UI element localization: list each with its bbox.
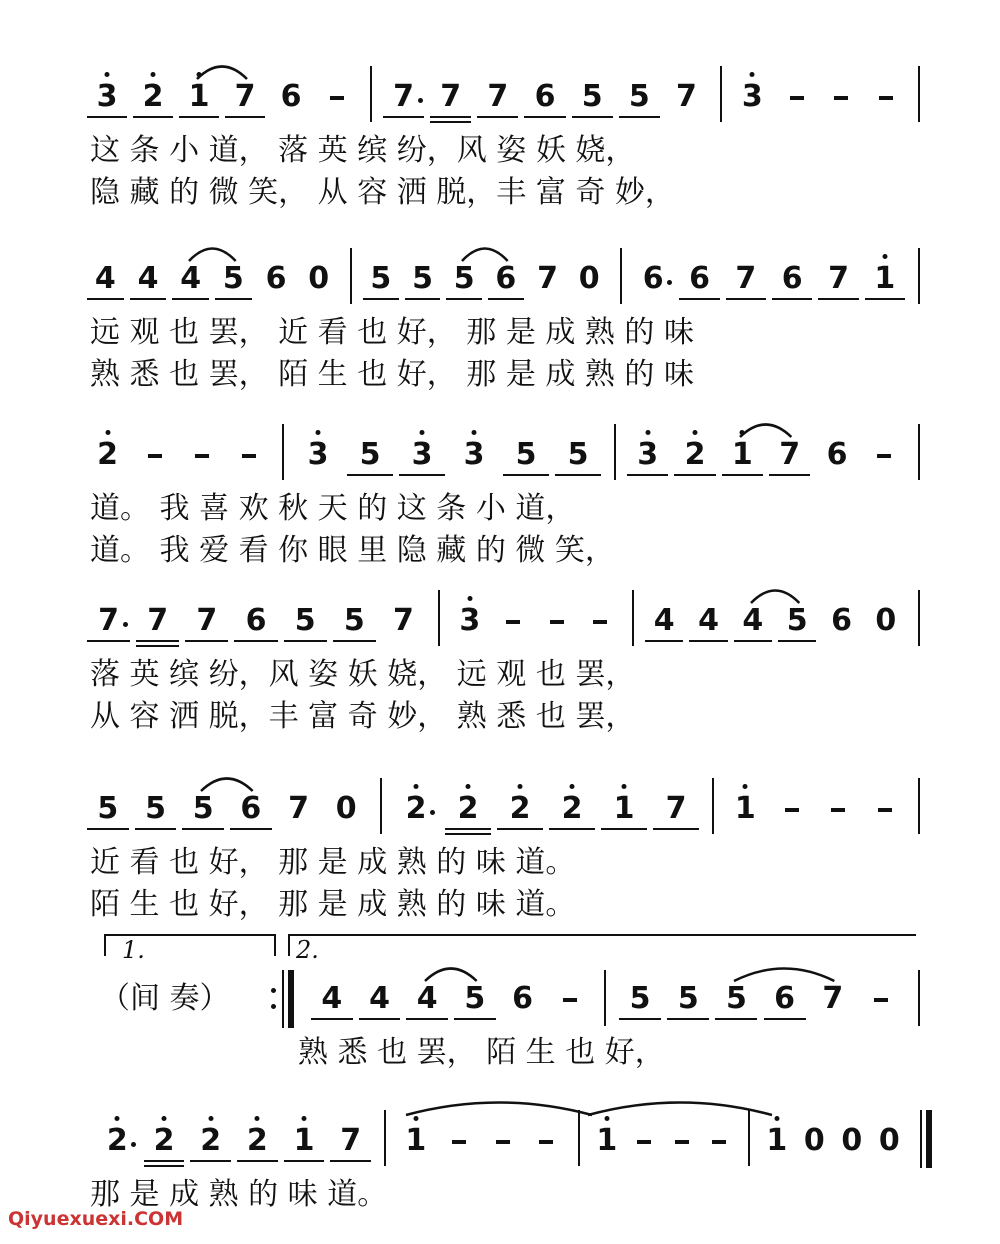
note-digit: 0 — [878, 1123, 900, 1158]
note-digit: 5 — [581, 79, 603, 114]
underline-beam — [144, 1160, 185, 1162]
underline-beam — [237, 1160, 278, 1162]
barline — [282, 424, 284, 480]
octave-dot — [645, 430, 650, 435]
barline — [578, 1110, 580, 1166]
underline-beam — [363, 298, 399, 300]
dash-mark — [593, 620, 607, 624]
octave-dot — [115, 1116, 120, 1121]
note-digit: 1 — [613, 791, 635, 826]
augment-dot — [667, 280, 672, 285]
dash-mark — [195, 454, 209, 458]
dash-mark — [496, 1140, 510, 1144]
note-digit: 5 — [412, 261, 433, 296]
augment-dot — [123, 622, 128, 627]
note-digit: 2 — [200, 1123, 222, 1158]
underline-beam — [769, 474, 810, 476]
interlude-label: （间 奏） — [100, 981, 230, 1016]
note-digit: 7 — [392, 603, 414, 638]
note-digit: 1 — [188, 79, 210, 114]
note-digit: 4 — [94, 261, 116, 296]
note-digit: 7 — [234, 79, 256, 114]
underline-beam — [311, 1018, 353, 1020]
final-barline-thick — [926, 1110, 932, 1168]
dash-mark — [877, 454, 891, 458]
barline — [918, 248, 920, 304]
dash-mark — [879, 96, 893, 100]
note-digit: 3 — [459, 603, 481, 638]
dash-mark — [242, 454, 256, 458]
note-digit: 6 — [826, 437, 848, 472]
volta-bracket — [274, 934, 276, 956]
note-digit: 1 — [293, 1123, 315, 1158]
note-digit: 3 — [463, 437, 485, 472]
slur-mark — [194, 60, 250, 82]
note-digit: 7 — [440, 79, 462, 114]
dash-mark — [834, 96, 848, 100]
note-digit: 6 — [534, 79, 556, 114]
note-digit: 0 — [335, 791, 357, 826]
note-digit: 0 — [875, 603, 897, 638]
underline-beam — [549, 828, 595, 830]
note-digit: 2 — [142, 79, 164, 114]
barline — [282, 970, 284, 1028]
note-digit: 3 — [741, 79, 763, 114]
note-digit: 2 — [106, 1123, 128, 1158]
final-barline-thin — [920, 1110, 922, 1168]
note-digit: 6 — [240, 791, 262, 826]
underline-beam — [230, 828, 272, 830]
underline-beam — [347, 474, 393, 476]
underline-beam — [284, 640, 327, 642]
underline-beam — [87, 828, 129, 830]
dash-mark — [637, 1140, 651, 1144]
note-digit: 6 — [495, 261, 517, 296]
note-digit: 4 — [321, 981, 343, 1016]
octave-dot — [570, 784, 575, 789]
note-digit: 1 — [766, 1123, 788, 1158]
octave-dot — [420, 430, 425, 435]
note-digit: 6 — [831, 603, 852, 638]
note-digit: 2 — [561, 791, 583, 826]
volta-bracket — [288, 934, 916, 936]
octave-dot — [518, 784, 523, 789]
barline — [748, 1110, 750, 1166]
slur-mark — [186, 242, 239, 264]
underline-beam — [503, 474, 549, 476]
underline-beam — [734, 640, 772, 642]
underline-beam — [87, 116, 127, 118]
underline-beam — [136, 640, 179, 642]
underline-beam — [130, 298, 167, 300]
note-digit: 5 — [464, 981, 486, 1016]
underline-beam — [430, 116, 471, 118]
dash-mark — [563, 998, 577, 1002]
note-digit: 0 — [308, 261, 330, 296]
octave-dot — [467, 596, 472, 601]
augment-dot — [418, 98, 423, 103]
note-digit: 5 — [145, 791, 166, 826]
augment-dot — [430, 810, 435, 815]
octave-dot — [882, 254, 887, 259]
note-digit: 5 — [294, 603, 316, 638]
underline-beam — [772, 298, 812, 300]
note-digit: 7 — [779, 437, 801, 472]
note-digit: 7 — [98, 603, 119, 638]
underline-beam — [653, 828, 699, 830]
note-digit: 5 — [628, 79, 650, 114]
dash-mark — [785, 808, 799, 812]
barline — [918, 590, 920, 646]
repeat-dot — [271, 1004, 276, 1009]
note-digit: 5 — [453, 261, 475, 296]
barline — [918, 66, 920, 122]
barline — [350, 248, 352, 304]
note-digit: 7 — [675, 79, 697, 114]
dash-mark — [878, 808, 892, 812]
note-digit: 6 — [280, 79, 302, 114]
note-digit: 4 — [698, 603, 719, 638]
note-digit: 6 — [781, 261, 803, 296]
slur-mark — [403, 1096, 595, 1118]
note-digit: 7 — [822, 981, 844, 1016]
note-digit: 7 — [537, 261, 558, 296]
note-digit: 2 — [457, 791, 479, 826]
note-digit: 0 — [803, 1123, 825, 1158]
underline-beam — [488, 298, 524, 300]
underline-beam — [454, 1018, 496, 1020]
barline — [720, 66, 722, 122]
barline — [918, 778, 920, 834]
octave-dot — [302, 1116, 307, 1121]
note-digit: 2 — [246, 1123, 268, 1158]
underline-beam — [172, 298, 209, 300]
octave-dot — [466, 784, 471, 789]
underline-beam — [446, 298, 482, 300]
underline-beam — [524, 116, 565, 118]
barline — [604, 970, 606, 1026]
dash-mark — [506, 620, 520, 624]
underline-beam — [87, 640, 130, 642]
note-digit: 2 — [405, 791, 427, 826]
note-digit: 2 — [97, 437, 118, 472]
note-digit: 5 — [192, 791, 214, 826]
note-digit: 1 — [405, 1123, 427, 1158]
dash-mark — [452, 1140, 466, 1144]
underline-beam — [555, 474, 601, 476]
lyric-line: 落 英 缤 纷，风 姿 妖 娆， 远 观 也 罢， — [90, 657, 636, 692]
underline-beam — [179, 116, 219, 118]
underline-beam — [619, 1018, 661, 1020]
underline-beam — [225, 116, 265, 118]
note-digit: 7 — [735, 261, 757, 296]
lyric-line: 隐 藏 的 微 笑， 从 容 洒 脱，丰 富 奇 妙， — [90, 175, 675, 210]
underline-beam — [667, 1018, 709, 1020]
note-digit: 1 — [596, 1123, 618, 1158]
underline-beam — [619, 116, 660, 118]
underline-beam — [764, 1018, 806, 1020]
note-digit: 5 — [725, 981, 747, 1016]
barline — [370, 66, 372, 122]
underline-beam — [135, 828, 177, 830]
note-digit: 5 — [343, 603, 365, 638]
underline-beam — [182, 828, 224, 830]
underline-beam — [133, 116, 173, 118]
underline-beam — [234, 640, 277, 642]
octave-dot — [774, 1116, 779, 1121]
underline-beam — [284, 1160, 325, 1162]
dash-mark — [550, 620, 564, 624]
octave-dot — [162, 1116, 167, 1121]
barline — [380, 778, 382, 834]
underline-beam — [572, 116, 613, 118]
underline-beam — [406, 1018, 448, 1020]
underline-beam — [477, 116, 518, 118]
note-digit: 6 — [512, 981, 533, 1016]
note-digit: 4 — [137, 261, 159, 296]
slur-mark — [422, 962, 480, 984]
barline — [438, 590, 440, 646]
barline — [918, 424, 920, 480]
note-digit: 6 — [774, 981, 796, 1016]
octave-dot — [208, 1116, 213, 1121]
note-digit: 7 — [147, 603, 169, 638]
note-digit: 6 — [642, 261, 664, 296]
note-digit: 4 — [742, 603, 764, 638]
underline-beam — [333, 640, 376, 642]
note-digit: 2 — [684, 437, 706, 472]
note-digit: 5 — [567, 437, 589, 472]
slur-mark — [198, 772, 256, 794]
slur-mark — [731, 962, 837, 984]
dash-mark — [874, 998, 888, 1002]
lyric-line: 远 观 也 罢， 近 看 也 好， 那 是 成 熟 的 味 — [90, 315, 694, 350]
octave-dot — [750, 72, 755, 77]
underline-beam — [185, 640, 228, 642]
slur-mark — [585, 1096, 775, 1118]
volta-2-label: 2. — [296, 936, 319, 964]
barline — [712, 778, 714, 834]
dash-mark — [675, 1140, 689, 1144]
underline-beam — [645, 640, 683, 642]
underline-beam — [715, 1018, 757, 1020]
underline-beam — [679, 298, 719, 300]
repeat-barline — [288, 970, 294, 1028]
volta-bracket — [288, 934, 290, 956]
underline-beam — [190, 1160, 231, 1162]
note-digit: 5 — [97, 791, 119, 826]
dash-mark — [330, 96, 344, 100]
note-digit: 6 — [245, 603, 267, 638]
note-digit: 0 — [841, 1123, 863, 1158]
note-digit: 5 — [370, 261, 392, 296]
lyric-line: 近 看 也 好， 那 是 成 熟 的 味 道。 — [90, 845, 576, 880]
underline-beam — [445, 833, 491, 835]
underline-beam — [674, 474, 715, 476]
note-digit: 5 — [359, 437, 381, 472]
dash-mark — [831, 808, 845, 812]
slur-mark — [737, 418, 794, 440]
lyric-line: 陌 生 也 好， 那 是 成 熟 的 味 道。 — [90, 887, 576, 922]
note-digit: 1 — [874, 261, 896, 296]
underline-beam — [383, 116, 424, 118]
lyric-line: 道。 我 喜 欢 秋 天 的 这 条 小 道， — [90, 491, 576, 526]
dash-mark — [790, 96, 804, 100]
lyric-line: 那 是 成 熟 的 味 道。 — [90, 1177, 388, 1212]
underline-beam — [136, 645, 179, 647]
octave-dot — [316, 430, 321, 435]
underline-beam — [399, 474, 445, 476]
octave-dot — [105, 430, 110, 435]
octave-dot — [255, 1116, 260, 1121]
underline-beam — [722, 474, 763, 476]
dash-mark — [539, 1140, 553, 1144]
note-digit: 3 — [411, 437, 433, 472]
barline — [614, 424, 616, 480]
note-digit: 7 — [196, 603, 218, 638]
note-digit: 5 — [629, 981, 651, 1016]
octave-dot — [743, 784, 748, 789]
note-digit: 5 — [677, 981, 699, 1016]
note-digit: 7 — [487, 79, 509, 114]
note-digit: 7 — [393, 79, 414, 114]
underline-beam — [627, 474, 668, 476]
underline-beam — [818, 298, 858, 300]
dash-mark — [148, 454, 162, 458]
lyric-line: 熟 悉 也 罢， 陌 生 也 好， 那 是 成 熟 的 味 — [90, 357, 694, 392]
octave-dot — [472, 430, 477, 435]
underline-beam — [215, 298, 252, 300]
octave-dot — [414, 784, 419, 789]
note-digit: 2 — [153, 1123, 175, 1158]
underline-beam — [497, 828, 543, 830]
octave-dot — [151, 72, 156, 77]
octave-dot — [622, 784, 627, 789]
dash-mark — [712, 1140, 726, 1144]
octave-dot — [693, 430, 698, 435]
underline-beam — [601, 828, 647, 830]
lyric-line: 从 容 洒 脱，丰 富 奇 妙， 熟 悉 也 罢， — [90, 699, 636, 734]
underline-beam — [330, 1160, 371, 1162]
underline-beam — [87, 298, 124, 300]
volta-bracket — [104, 934, 106, 956]
underline-beam — [778, 640, 816, 642]
underline-beam — [405, 298, 441, 300]
note-digit: 7 — [288, 791, 309, 826]
note-digit: 1 — [731, 437, 753, 472]
volta-1-label: 1. — [122, 936, 145, 964]
note-digit: 1 — [734, 791, 756, 826]
underline-beam — [359, 1018, 401, 1020]
note-digit: 4 — [416, 981, 438, 1016]
site-watermark: Qiyuexuexi.COM — [8, 1208, 184, 1230]
note-digit: 0 — [578, 261, 600, 296]
barline — [632, 590, 634, 646]
barline — [918, 970, 920, 1026]
note-digit: 3 — [637, 437, 659, 472]
note-digit: 4 — [180, 261, 202, 296]
note-digit: 5 — [515, 437, 537, 472]
note-digit: 7 — [340, 1123, 362, 1158]
octave-dot — [105, 72, 110, 77]
underline-beam — [726, 298, 766, 300]
barline — [620, 248, 622, 304]
lyric-line: 道。 我 爱 看 你 眼 里 隐 藏 的 微 笑， — [90, 533, 615, 568]
barline — [384, 1110, 386, 1166]
note-digit: 4 — [369, 981, 390, 1016]
repeat-dot — [271, 988, 276, 993]
underline-beam — [865, 298, 905, 300]
note-digit: 6 — [689, 261, 710, 296]
lyric-line: 熟 悉 也 罢， 陌 生 也 好， — [298, 1035, 665, 1070]
note-digit: 4 — [653, 603, 675, 638]
underline-beam — [144, 1165, 185, 1167]
note-digit: 7 — [828, 261, 849, 296]
note-digit: 7 — [665, 791, 687, 826]
slur-mark — [459, 242, 511, 264]
note-digit: 5 — [786, 603, 808, 638]
underline-beam — [445, 828, 491, 830]
slur-mark — [748, 584, 802, 606]
augment-dot — [131, 1142, 136, 1147]
note-digit: 5 — [222, 261, 244, 296]
underline-beam — [689, 640, 727, 642]
note-digit: 3 — [307, 437, 329, 472]
lyric-line: 这 条 小 道， 落 英 缤 纷，风 姿 妖 娆， — [90, 133, 636, 168]
note-digit: 3 — [96, 79, 118, 114]
note-digit: 2 — [509, 791, 531, 826]
underline-beam — [430, 121, 471, 123]
note-digit: 6 — [265, 261, 287, 296]
